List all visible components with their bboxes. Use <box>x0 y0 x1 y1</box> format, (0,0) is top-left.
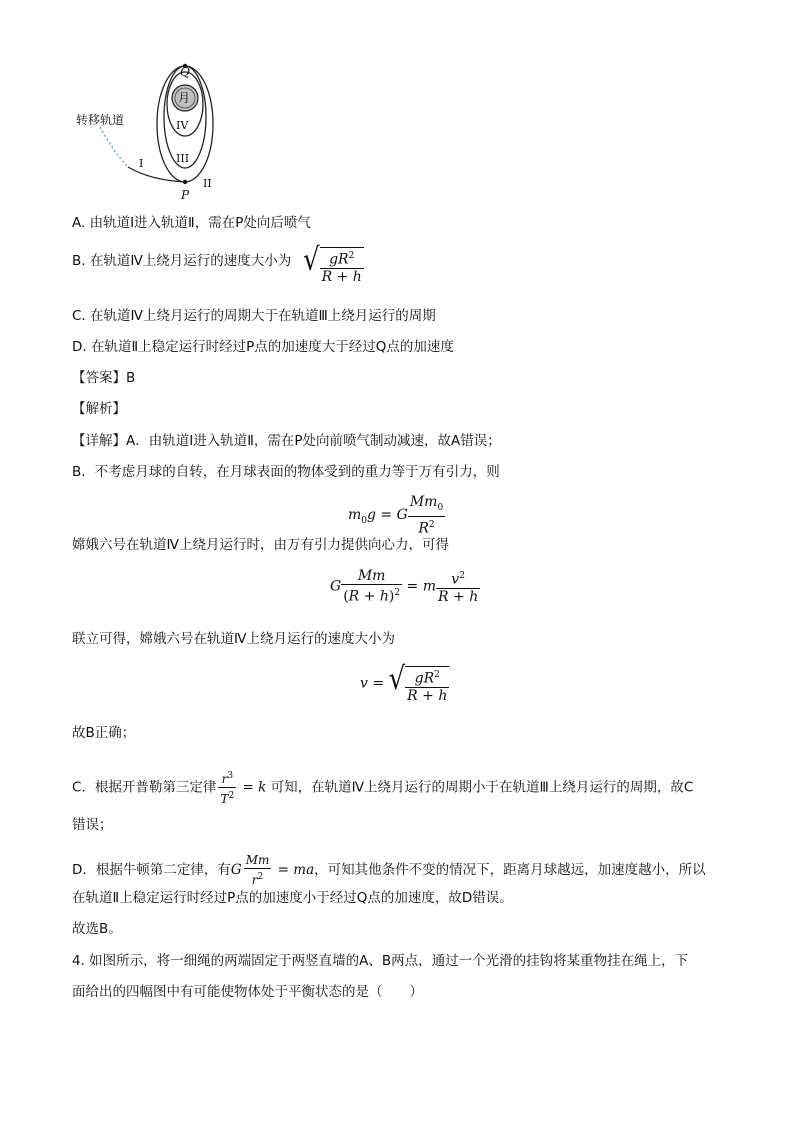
detail-b2: 嫦娥六号在轨道Ⅳ上绕月运行时，由万有引力提供向心力，可得 <box>72 537 449 553</box>
label-ii: II <box>203 177 212 190</box>
option-c: C. 在轨道Ⅳ上绕月运行的周期大于在轨道Ⅲ上绕月运行的周期 <box>72 308 436 324</box>
detail-c-end: 错误； <box>72 817 113 833</box>
question4-line2: 面给出的四幅图中有可能使物体处于平衡状态的是（ ） <box>72 984 423 1000</box>
equation-gravity: $m_0g = G$ $\frac{Mm_0}{R^2}$ <box>348 494 444 537</box>
label-moon: 月 <box>178 91 191 105</box>
label-i: I <box>139 157 144 170</box>
label-iv: IV <box>176 119 189 132</box>
detail-c-prefix: C．根据开普勒第三定律 <box>72 779 217 796</box>
label-transfer: 转移轨道 <box>76 113 125 127</box>
detail-a: 【详解】A．由轨道Ⅰ进入轨道Ⅱ，需在P处向前喷气制动减速，故A错误； <box>72 433 501 449</box>
option-b-text: B. 在轨道Ⅳ上绕月运行的速度大小为 <box>72 253 292 269</box>
label-q: Q <box>180 65 190 79</box>
point-p <box>183 180 187 184</box>
detail-b1: B．不考虑月球的自转，在月球表面的物体受到的重力等于万有引力，则 <box>72 464 500 480</box>
label-p: P <box>181 188 190 202</box>
question4-line1: 4. 如图所示，将一细绳的两端固定于两竖直墙的A、B两点，通过一个光滑的挂钩将某重物挂在绳上，下 <box>72 953 689 969</box>
detail-b3: 联立可得，嫦娥六号在轨道Ⅳ上绕月运行的速度大小为 <box>72 631 395 647</box>
detail-d: D．根据牛顿第二定律，有G $\frac{Mm}{r^2}$ = ma，可知其他条件不变的情况下，距离月球越远，加速度越小，所以 <box>72 853 706 887</box>
detail-c-suffix: 可知，在轨道Ⅳ上绕月运行的周期小于在轨道Ⅲ上绕月运行的周期，故C <box>270 779 694 796</box>
equation-centripetal: G $\frac{Mm}{(R + h)^2}$ = m $\frac{v^2}{R + h}$ <box>330 568 479 605</box>
answer: 【答案】B <box>72 370 136 386</box>
option-d: D. 在轨道Ⅱ上稳定运行时经过P点的加速度大于经过Q点的加速度 <box>72 339 454 355</box>
option-a: A. 由轨道Ⅰ进入轨道Ⅱ，需在P处向后喷气 <box>72 215 311 231</box>
detail-d-suffix: ，可知其他条件不变的情况下，距离月球越远，加速度越小，所以 <box>314 862 706 878</box>
detail-d-prefix: D．根据牛顿第二定律，有 <box>72 862 231 878</box>
detail-c: C．根据开普勒第三定律 $\frac{r^3}{T^2}$ = k 可知，在轨道Ⅳ上绕月运行的周期小于在轨道Ⅲ上绕月运行的周期，故C <box>72 768 693 807</box>
label-iii: III <box>176 152 190 165</box>
detail-b4: 故B正确； <box>72 725 136 741</box>
transfer-orbit <box>100 127 128 167</box>
detail-d-end: 在轨道Ⅱ上稳定运行时经过P点的加速度小于经过Q点的加速度，故D错误。 <box>72 890 513 906</box>
detail-choose: 故选B。 <box>72 921 122 937</box>
equation-velocity: v = √ $\frac{gR^2}{R + h}$ <box>360 661 448 704</box>
option-b <box>72 252 291 270</box>
option-b-formula: √ $\frac{gR^2}{R + h}$ <box>303 242 362 285</box>
analysis-title: 【解析】 <box>72 401 126 417</box>
